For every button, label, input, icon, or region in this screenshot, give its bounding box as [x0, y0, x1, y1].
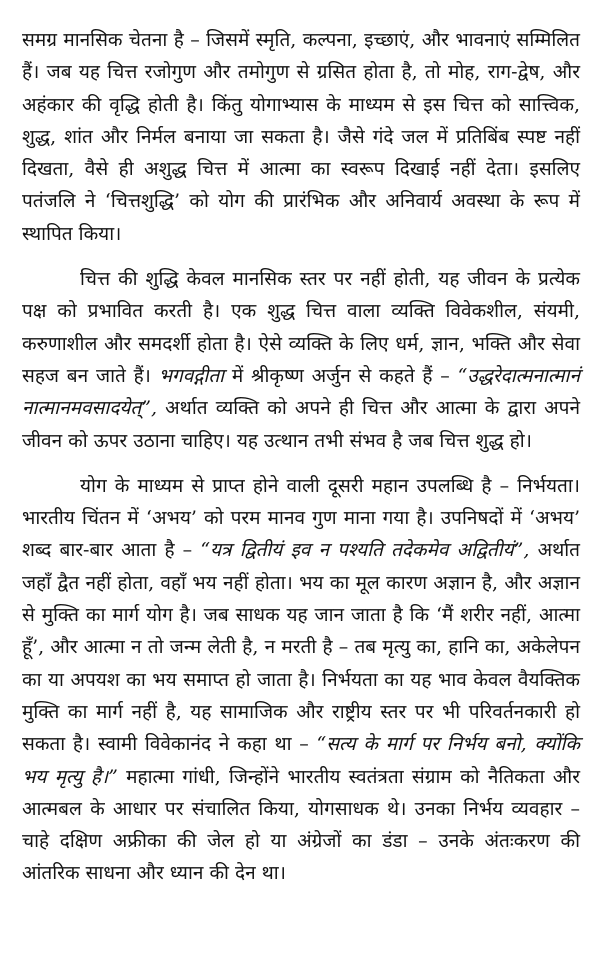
paragraph-3-text-1: योग के माध्यम से प्राप्त होने वाली दूसरी महान उपलब्धि है – निर्भयता। भारतीय चिंतन में ‘अभय’ को परम मानव गुण माना गया है। उपनिषदों में ‘अभय’ शब्द बार-बार आता है – [22, 474, 580, 562]
paragraph-2-text-3: अर्थात व्यक्ति को अपने ही चित्त और आत्मा के द्वारा अपने जीवन को ऊपर उठाना चाहिए। यह उत्थान तभी संभव है जब चित्त शुद्ध हो। [22, 397, 580, 452]
paragraph-3-text-3: महात्मा गांधी, जिन्होंने भारतीय स्वतंत्रता संग्राम को नैतिकता और आत्मबल के आधार पर संचालित किया, योगसाधक थे। उनका निर्भय व्यवहार – चाहे दक्षिण अफ्रीका की जेल हो या अंग्रेजों का डंडा – उनके अंतःकरण की आंतरिक साधना और ध्यान की देन था। [22, 765, 581, 885]
paragraph-3-upanishad-quote: “यत्र द्वितीयं इव न पश्यति तदेकमेव अद्वितीयं”, [200, 539, 530, 562]
paragraph-2-sanskrit-quote: “उद्धरेदात्मनात्मानं नात्मानमवसादयेत्”, [22, 364, 580, 420]
paragraph-3 [22, 470, 580, 890]
paragraph-2-text-1: चित्त की शुद्धि केवल मानसिक स्तर पर नहीं होती, यह जीवन के प्रत्येक पक्ष को प्रभावित करती है। एक शुद्ध चित्त वाला व्यक्ति विवेकशील, संयमी, करुणाशील और समदर्शी होता है। ऐसे व्यक्ति के लिए धर्म, ज्ञान, भक्ति और सेवा सहज बन जाते हैं। [22, 268, 580, 387]
paragraph-1-text: समग्र मानसिक चेतना है – जिसमें स्मृति, कल्पना, इच्छाएं, और भावनाएं सम्मिलित हैं। जब यह चित्त रजोगुण और तमोगुण से ग्रसित होता है, तो मोह, राग-द्वेष, और अहंकार की वृद्धि होती है। किंतु योगाभ्यास के माध्यम से इस चित्त को सात्त्विक, शुद्ध, शांत और निर्मल बनाया जा सकता है। जैसे गंदे जल में प्रतिबिंब स्पष्ट नहीं दिखता, वैसे ही अशुद्ध चित्त में आत्मा का स्वरूप दिखाई नहीं देता। इसलिए पतंजलि ने ‘चित्तशुद्धि’ को योग की प्रारंभिक और अनिवार्य अवस्था के रूप में स्थापित किया। [22, 29, 580, 245]
paragraph-2-book-title: भगवद्गीता [158, 364, 225, 387]
paragraph-3-vivekananda-quote: “सत्य के मार्ग पर निर्भय बनो, क्योंकि भय मृत्यु है।” [22, 733, 581, 788]
paragraph-1 [22, 24, 580, 250]
paragraph-2-text-2: में श्रीकृष्ण अर्जुन से कहते हैं – [224, 364, 458, 387]
paragraph-2 [22, 263, 580, 457]
paragraph-3-text-2: अर्थात जहाँ द्वैत नहीं होता, वहाँ भय नहीं होता। भय का मूल कारण अज्ञान है, और अज्ञान से मुक्ति का मार्ग योग है। जब साधक यह जान जाता है कि ‘मैं शरीर नहीं, आत्मा हूँ’, और आत्मा न तो जन्म लेती है, न मरती है – तब मृत्यु का, हानि का, अकेलेपन का या अपयश का भय समाप्त हो जाता है। निर्भयता का यह भाव केवल वैयक्तिक मुक्ति का मार्ग नहीं है, यह सामाजिक और राष्ट्रीय स्तर पर भी परिवर्तनकारी हो सकता है। स्वामी विवेकानंद ने कहा था – [22, 539, 580, 756]
